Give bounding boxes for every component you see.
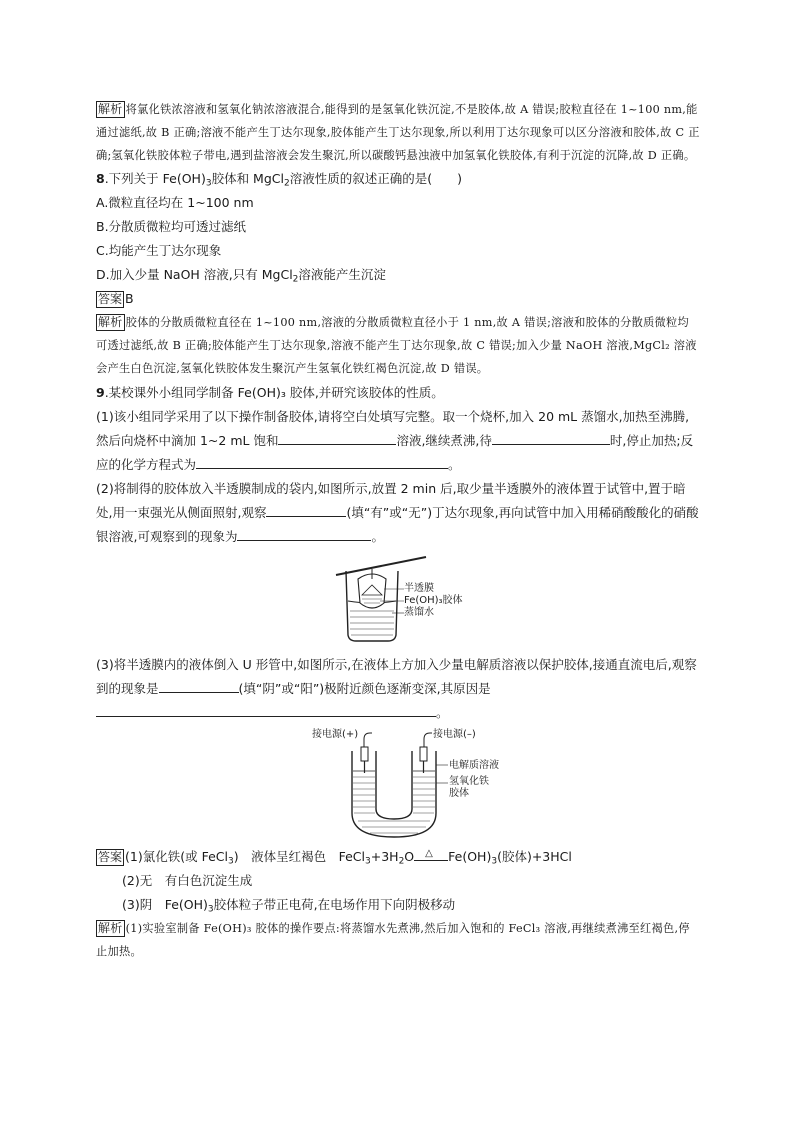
label-left-power: 接电源(+)	[312, 729, 359, 740]
explanation-tag: 解析	[98, 921, 123, 935]
u-tube-diagram	[96, 729, 700, 841]
q8-option-d: D.加入少量 NaOH 溶液,只有 MgCl$_2$溶液能产生沉淀	[96, 267, 386, 285]
answer-tag: 答案	[98, 850, 123, 864]
q9-stem: 9.某校课外小组同学制备 Fe(OH)₃ 胶体,并研究该胶体的性质。	[96, 385, 444, 400]
label-right-power: 接电源(–)	[433, 729, 476, 740]
blank-5[interactable]	[237, 525, 371, 541]
q8-option-a: A.微粒直径均在 1~100 nm	[96, 195, 254, 210]
q9-answer-3: (3)阴 $Fe(OH)_3$胶体粒子带正电荷,在电场作用下向阴极移动	[122, 897, 456, 915]
blank-6[interactable]	[159, 677, 239, 693]
dialysis-figure	[96, 555, 700, 647]
q8-explanation	[96, 311, 700, 380]
q8-number: 8	[96, 171, 105, 186]
q9-number: 9	[96, 385, 105, 400]
q9-explanation	[96, 917, 700, 963]
q8-option-b: B.分散质微粒均可透过滤纸	[96, 219, 247, 234]
explanation-tag: 解析	[98, 102, 123, 116]
label-colloid: Fe(OH)₃胶体	[404, 595, 463, 606]
q9-explanation-text: (1)实验室制备 Fe(OH)₃ 胶体的操作要点:将蒸馏水先煮沸,然后加入饱和的 FeCl₃ 溶液,再继续煮沸至红褐色,停止加热。	[96, 922, 690, 958]
blank-1[interactable]	[278, 429, 396, 445]
explanation-tag: 解析	[98, 315, 123, 329]
q8-explanation-text: 胶体的分散质微粒直径在 1~100 nm,溶液的分散质微粒直径小于 1 nm,故 A 错误;溶液和胶体的分散质微粒均可透过滤纸,故 B 正确;胶体能产生丁达尔现象,溶液不能产生丁达尔现象,故 C 错误;加入少量 NaOH 溶液,MgCl₂ 溶液会产生白色沉淀,氢氧化铁胶体发生聚沉产生氢氧化铁红褐色沉淀,故 D 错误。	[96, 316, 697, 375]
label-water: 蒸馏水	[404, 607, 434, 618]
label-electrolyte: 电解质溶液	[449, 760, 499, 771]
q9-answer-1: 答案 (1)氯化铁(或 FeCl$_3$) 液体呈红褐色 $FeCl_3+3H_2O$ △ $Fe(OH)_3$(胶体)+3HCl	[96, 845, 700, 869]
q8-option-c: C.均能产生丁达尔现象	[96, 243, 222, 258]
blank-2[interactable]	[492, 429, 610, 445]
q9-part1: (1)该小组同学采用了以下操作制备胶体,请将空白处填写完整。取一个烧杯,加入 20 mL 蒸馏水,加热至沸腾,然后向烧杯中滴加 1~2 mL 饱和 溶液,继续煮沸,待 时,停止加热;反应的化学方程式为 。	[96, 409, 694, 472]
q8-answer	[96, 287, 700, 311]
q8-stem: 8.下列关于 $Fe(OH)_3$胶体和 MgCl$_2$溶液性质的叙述正确的是( )	[96, 171, 462, 189]
heat-symbol: △	[425, 847, 433, 859]
blank-4[interactable]	[266, 501, 346, 517]
q9-part2: (2)将制得的胶体放入半透膜制成的袋内,如图所示,放置 2 min 后,取少量半透膜外的液体置于试管中,置于暗处,用一束强光从侧面照射,观察 (填“有”或“无”)丁达尔现象,再向试管中加入用稀硝酸酸化的硝酸银溶液,可观察到的现象为 。	[96, 481, 699, 544]
u-tube-figure	[96, 729, 700, 841]
blank-7[interactable]	[96, 701, 436, 717]
answer-tag: 答案	[98, 292, 123, 306]
page-content	[96, 96, 700, 963]
label-colloid-1: 氢氧化铁	[449, 776, 489, 787]
label-membrane: 半透膜	[404, 583, 434, 594]
dialysis-diagram	[96, 555, 700, 647]
q9-part3: (3)将半透膜内的液体倒入 U 形管中,如图所示,在液体上方加入少量电解质溶液以保护胶体,接通直流电后,观察到的现象是 (填“阴”或“阳”)极附近颜色逐渐变深,其原因是。	[96, 657, 697, 720]
blank-3[interactable]	[196, 453, 448, 469]
reaction-arrow	[414, 847, 448, 865]
q8-answer-value: B	[125, 291, 134, 306]
label-colloid-2: 胶体	[449, 788, 469, 799]
q7-explanation	[96, 98, 700, 167]
q7-explanation-text: 将氯化铁浓溶液和氢氧化钠浓溶液混合,能得到的是氢氧化铁沉淀,不是胶体,故 A 错误;胶粒直径在 1~100 nm,能通过滤纸,故 B 正确;溶液不能产生丁达尔现象,胶体能产生丁达尔现象,所以利用丁达尔现象可以区分溶液和胶体,故 C 正确;氢氧化铁胶体粒子带电,遇到盐溶液会发生聚沉,所以碳酸钙悬浊液中加氢氧化铁胶体,有利于沉淀的沉降,故 D 正确。	[96, 103, 700, 162]
q9-answer-2: (2)无 有白色沉淀生成	[122, 873, 253, 888]
